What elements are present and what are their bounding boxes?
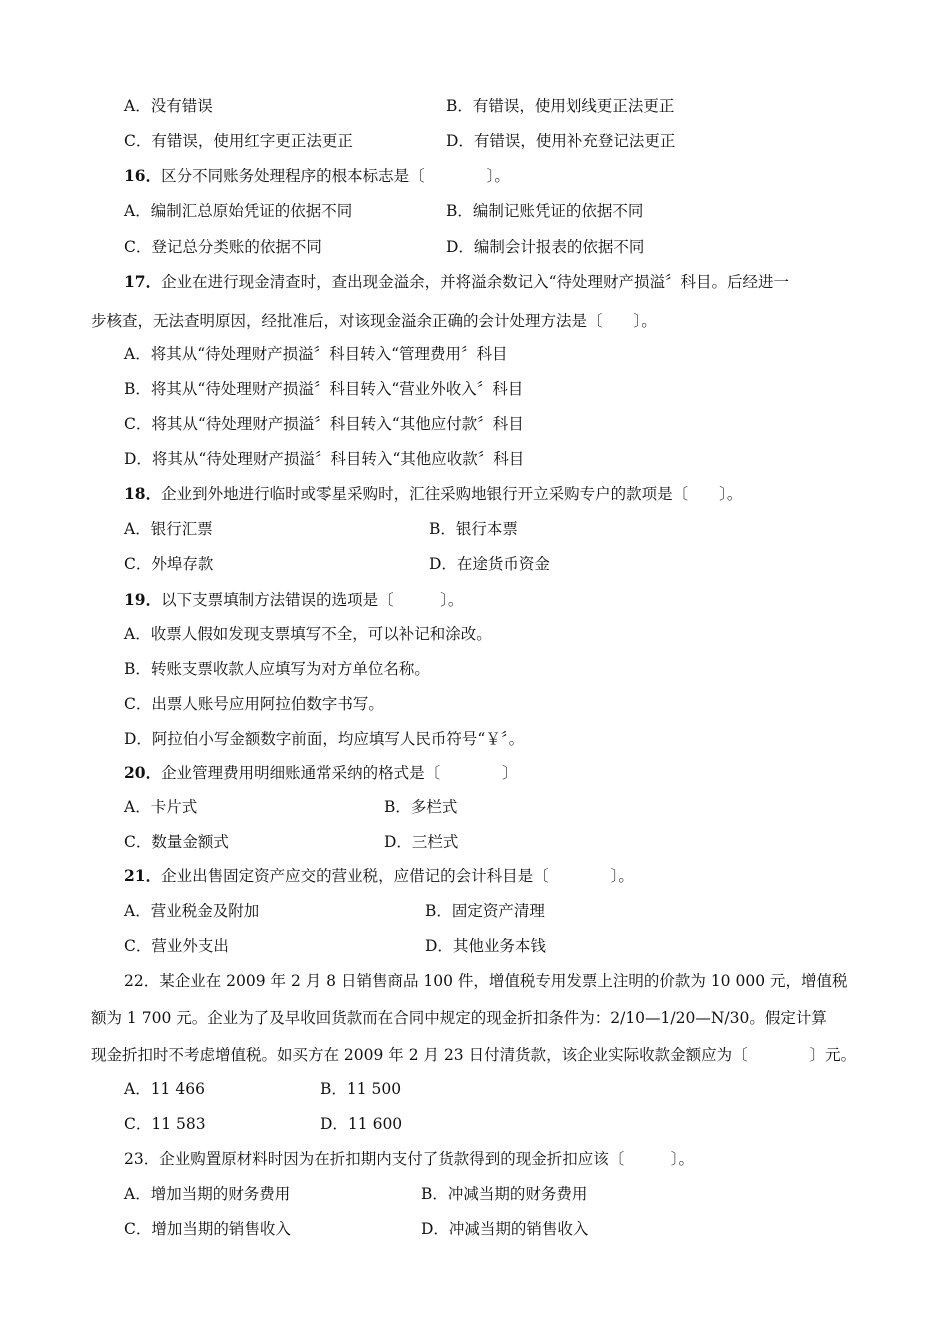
option-16-a: A．编制汇总原始凭证的依据不同: [124, 202, 353, 220]
question-17-cont: 步核查，无法查明原因，经批准后，对该现金溢余正确的会计处理方法是〔 〕。: [91, 312, 657, 330]
question-number: 21．: [124, 866, 162, 885]
question-text: 企业管理费用明细账通常采纳的格式是〔 〕: [161, 764, 518, 782]
question-22-cont-2: 现金折扣时不考虑增值税。如买方在 2009 年 2 月 23 日付清货款，该企业实际收款金额应为〔 〕元。: [91, 1046, 857, 1064]
question-16: [124, 166, 510, 186]
option-16-d: D．编制会计报表的依据不同: [446, 238, 645, 256]
option-21-d: D．其他业务本钱: [425, 937, 546, 955]
option-15-d: D．有错误，使用补充登记法更正: [446, 132, 676, 150]
question-number: 20．: [124, 763, 162, 782]
option-18-d: D．在途货币资金: [429, 555, 550, 573]
question-18: [124, 484, 742, 504]
question-text: 以下支票填制方法错误的选项是〔 〕。: [161, 591, 464, 609]
option-23-a: A．增加当期的财务费用: [124, 1185, 291, 1203]
option-22-b: B．11 500: [320, 1080, 402, 1098]
option-18-a: A．银行汇票: [124, 520, 213, 538]
option-15-c: C．有错误，使用红字更正法更正: [124, 132, 353, 150]
option-19-a: A．收票人假如发现支票填写不全，可以补记和涂改。: [124, 625, 492, 643]
question-text: 区分不同账务处理程序的根本标志是〔 〕。: [161, 167, 510, 185]
option-22-c: C．11 583: [124, 1115, 206, 1133]
option-17-b: B．将其从“待处理财产损溢〞科目转入“营业外收入〞科目: [124, 380, 524, 398]
option-21-c: C．营业外支出: [124, 937, 229, 955]
option-19-d: D．阿拉伯小写金额数字前面，均应填写人民币符号“￥〞。: [124, 730, 525, 748]
option-15-a: A．没有错误: [124, 97, 213, 115]
option-20-b: B．多栏式: [384, 798, 458, 816]
question-23: 23．企业购置原材料时因为在折扣期内支付了货款得到的现金折扣应该〔 〕。: [124, 1150, 694, 1168]
question-text: 企业在进行现金清查时，查出现金溢余，并将溢余数记入“待处理财产损溢〞科目。后经进一: [161, 273, 790, 291]
option-15-b: B．有错误，使用划线更正法更正: [446, 97, 675, 115]
option-16-b: B．编制记账凭证的依据不同: [446, 202, 644, 220]
question-22-cont-1: 额为 1 700 元。企业为了及早收回货款而在合同中规定的现金折扣条件为：2/10—1/20—N/30。假定计算: [91, 1009, 827, 1027]
option-20-c: C．数量金额式: [124, 833, 229, 851]
option-17-a: A．将其从“待处理财产损溢〞科目转入“管理费用〞科目: [124, 345, 508, 363]
question-number: 19．: [124, 590, 162, 609]
option-18-b: B．银行本票: [429, 520, 518, 538]
question-text: 企业到外地进行临时或零星采购时，汇往采购地银行开立采购专户的款项是〔 〕。: [161, 485, 743, 503]
question-number: 16．: [124, 166, 162, 185]
option-16-c: C．登记总分类账的依据不同: [124, 238, 322, 256]
question-text: 企业出售固定资产应交的营业税，应借记的会计科目是〔 〕。: [161, 867, 634, 885]
option-23-b: B．冲减当期的财务费用: [421, 1185, 588, 1203]
option-17-c: C．将其从“待处理财产损溢〞科目转入“其他应付款〞科目: [124, 415, 524, 433]
question-number: 17．: [124, 272, 162, 291]
option-20-d: D．三栏式: [384, 833, 459, 851]
option-23-d: D．冲减当期的销售收入: [421, 1220, 589, 1238]
option-21-b: B．固定资产清理: [425, 902, 545, 920]
question-17: [124, 272, 789, 292]
option-21-a: A．营业税金及附加: [124, 902, 260, 920]
question-22: 22．某企业在 2009 年 2 月 8 日销售商品 100 件，增值税专用发票上注明的价款为 10 000 元，增值税: [124, 972, 848, 990]
question-number: 18．: [124, 484, 162, 503]
option-23-c: C．增加当期的销售收入: [124, 1220, 291, 1238]
option-18-c: C．外埠存款: [124, 555, 214, 573]
option-22-d: D．11 600: [320, 1115, 403, 1133]
option-19-c: C．出票人账号应用阿拉伯数字书写。: [124, 695, 384, 713]
question-19: [124, 590, 463, 610]
option-17-d: D．将其从“待处理财产损溢〞科目转入“其他应收款〞科目: [124, 450, 525, 468]
question-20: [124, 763, 518, 783]
option-22-a: A．11 466: [124, 1080, 205, 1098]
option-19-b: B．转账支票收款人应填写为对方单位名称。: [124, 660, 430, 678]
option-20-a: A．卡片式: [124, 798, 198, 816]
question-21: [124, 866, 634, 886]
